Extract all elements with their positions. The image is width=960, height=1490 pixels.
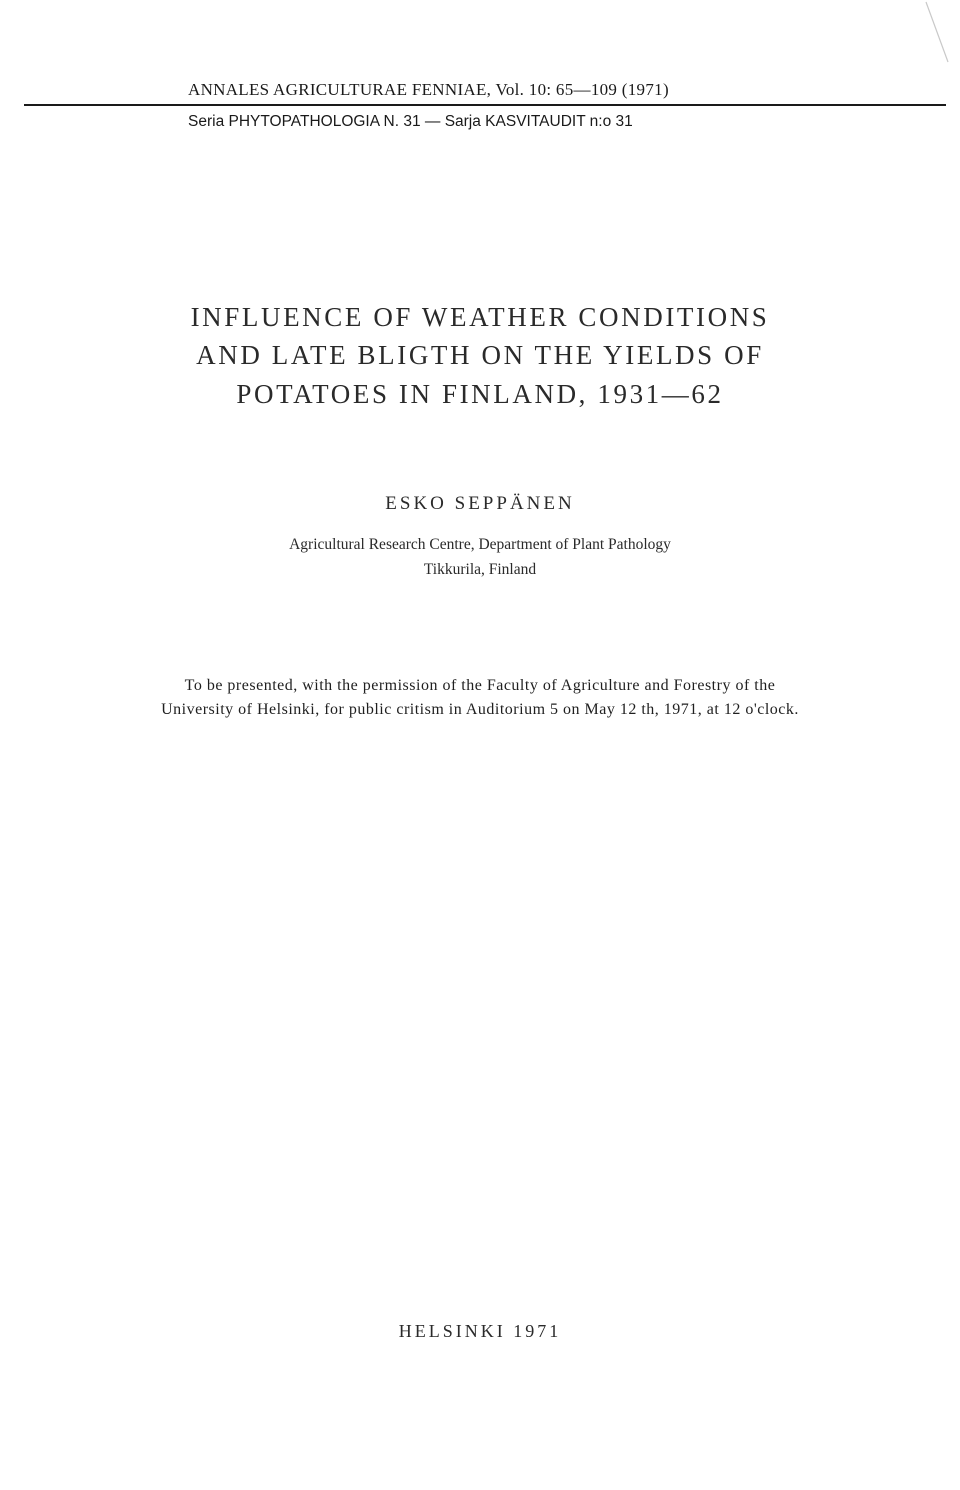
note-line: University of Helsinki, for public critism in Auditorium 5 on May 12 th, 1971, at 12 o'clock. bbox=[161, 700, 799, 718]
note-line: To be presented, with the permission of the Faculty of Agriculture and Forestry of the bbox=[184, 677, 776, 694]
title-line: AND LATE BLIGTH ON THE YIELDS OF bbox=[196, 340, 764, 371]
scan-mark bbox=[922, 0, 952, 70]
author-name: ESKO SEPPÄNEN bbox=[385, 493, 575, 514]
title-line: POTATOES IN FINLAND, 1931—62 bbox=[236, 378, 724, 409]
document-title bbox=[0, 298, 960, 413]
title-line: INFLUENCE OF WEATHER CONDITIONS bbox=[190, 302, 770, 332]
author-affiliation bbox=[0, 533, 960, 583]
dissertation-note bbox=[60, 674, 900, 721]
affiliation-institution: Agricultural Research Centre, Department of Plant Pathology bbox=[289, 536, 671, 553]
imprint: HELSINKI 1971 bbox=[398, 1321, 562, 1341]
affiliation-location: Tikkurila, Finland bbox=[423, 560, 537, 578]
series-line: Seria PHYTOPATHOLOGIA N. 31 — Sarja KASVITAUDIT n:o 31 bbox=[188, 113, 633, 130]
header-rule bbox=[24, 104, 946, 106]
journal-citation: ANNALES AGRICULTURAE FENNIAE, Vol. 10: 65—109 (1971) bbox=[188, 80, 669, 99]
